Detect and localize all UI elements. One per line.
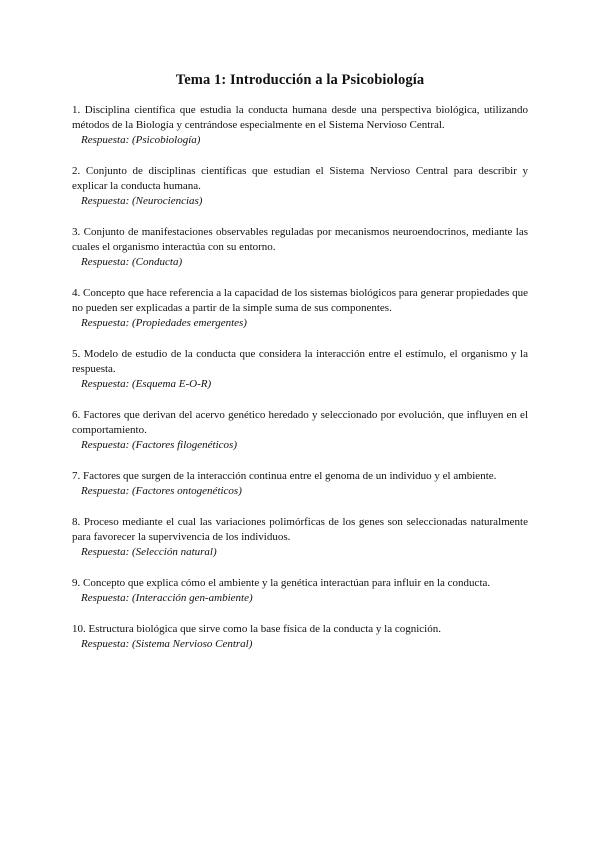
question-item [72,347,528,392]
page-title: Tema 1: Introducción a la Psicobiología [175,72,425,88]
answer-text: Respuesta: (Factores filogenéticos) [81,439,237,451]
question-text: 6. Factores que derivan del acervo genético heredado y seleccionado por evolución, que influyen en el comportamiento. [72,409,528,436]
question-item [72,408,528,453]
answer-text: Respuesta: (Esquema E-O-R) [81,378,212,390]
question-list [72,103,528,652]
answer-text: Respuesta: (Propiedades emergentes) [81,317,247,329]
question-item [72,622,528,652]
question-text: 1. Disciplina científica que estudia la conducta humana desde una perspectiva biológica, utilizando métodos de la Biología y centrándose especialmente en el Sistema Nervioso Central. [72,104,528,131]
question-item [72,225,528,270]
answer-text: Respuesta: (Sistema Nervioso Central) [81,638,253,650]
answer-text: Respuesta: (Conducta) [81,256,183,268]
answer-text: Respuesta: (Neurociencias) [81,195,203,207]
question-text: 10. Estructura biológica que sirve como la base física de la conducta y la cognición. [72,623,441,635]
question-item [72,469,528,499]
answer-text: Respuesta: (Psicobiología) [81,134,201,146]
question-text: 7. Factores que surgen de la interacción continua entre el genoma de un individuo y el ambiente. [72,470,497,482]
question-text: 8. Proceso mediante el cual las variaciones polimórficas de los genes son seleccionadas naturalmente para favorecer la supervivencia de los individuos. [72,516,528,543]
answer-text: Respuesta: (Selección natural) [81,546,217,558]
question-item [72,515,528,560]
question-item [72,103,528,148]
question-item [72,164,528,209]
question-text: 2. Conjunto de disciplinas científicas que estudian el Sistema Nervioso Central para describir y explicar la conducta humana. [72,165,528,192]
question-text: 3. Conjunto de manifestaciones observables reguladas por mecanismos neuroendocrinos, mediante las cuales el organismo interactúa con su entorno. [72,226,528,253]
question-text: 9. Concepto que explica cómo el ambiente y la genética interactúan para influir en la conducta. [72,577,491,589]
question-text: 4. Concepto que hace referencia a la capacidad de los sistemas biológicos para generar propiedades que no pueden ser explicadas a partir de la simple suma de sus componentes. [72,287,528,314]
answer-text: Respuesta: (Factores ontogenéticos) [81,485,242,497]
question-text: 5. Modelo de estudio de la conducta que considera la interacción entre el estímulo, el organismo y la respuesta. [72,348,528,375]
question-item [72,286,528,331]
question-item [72,576,528,606]
answer-text: Respuesta: (Interacción gen-ambiente) [81,592,253,604]
